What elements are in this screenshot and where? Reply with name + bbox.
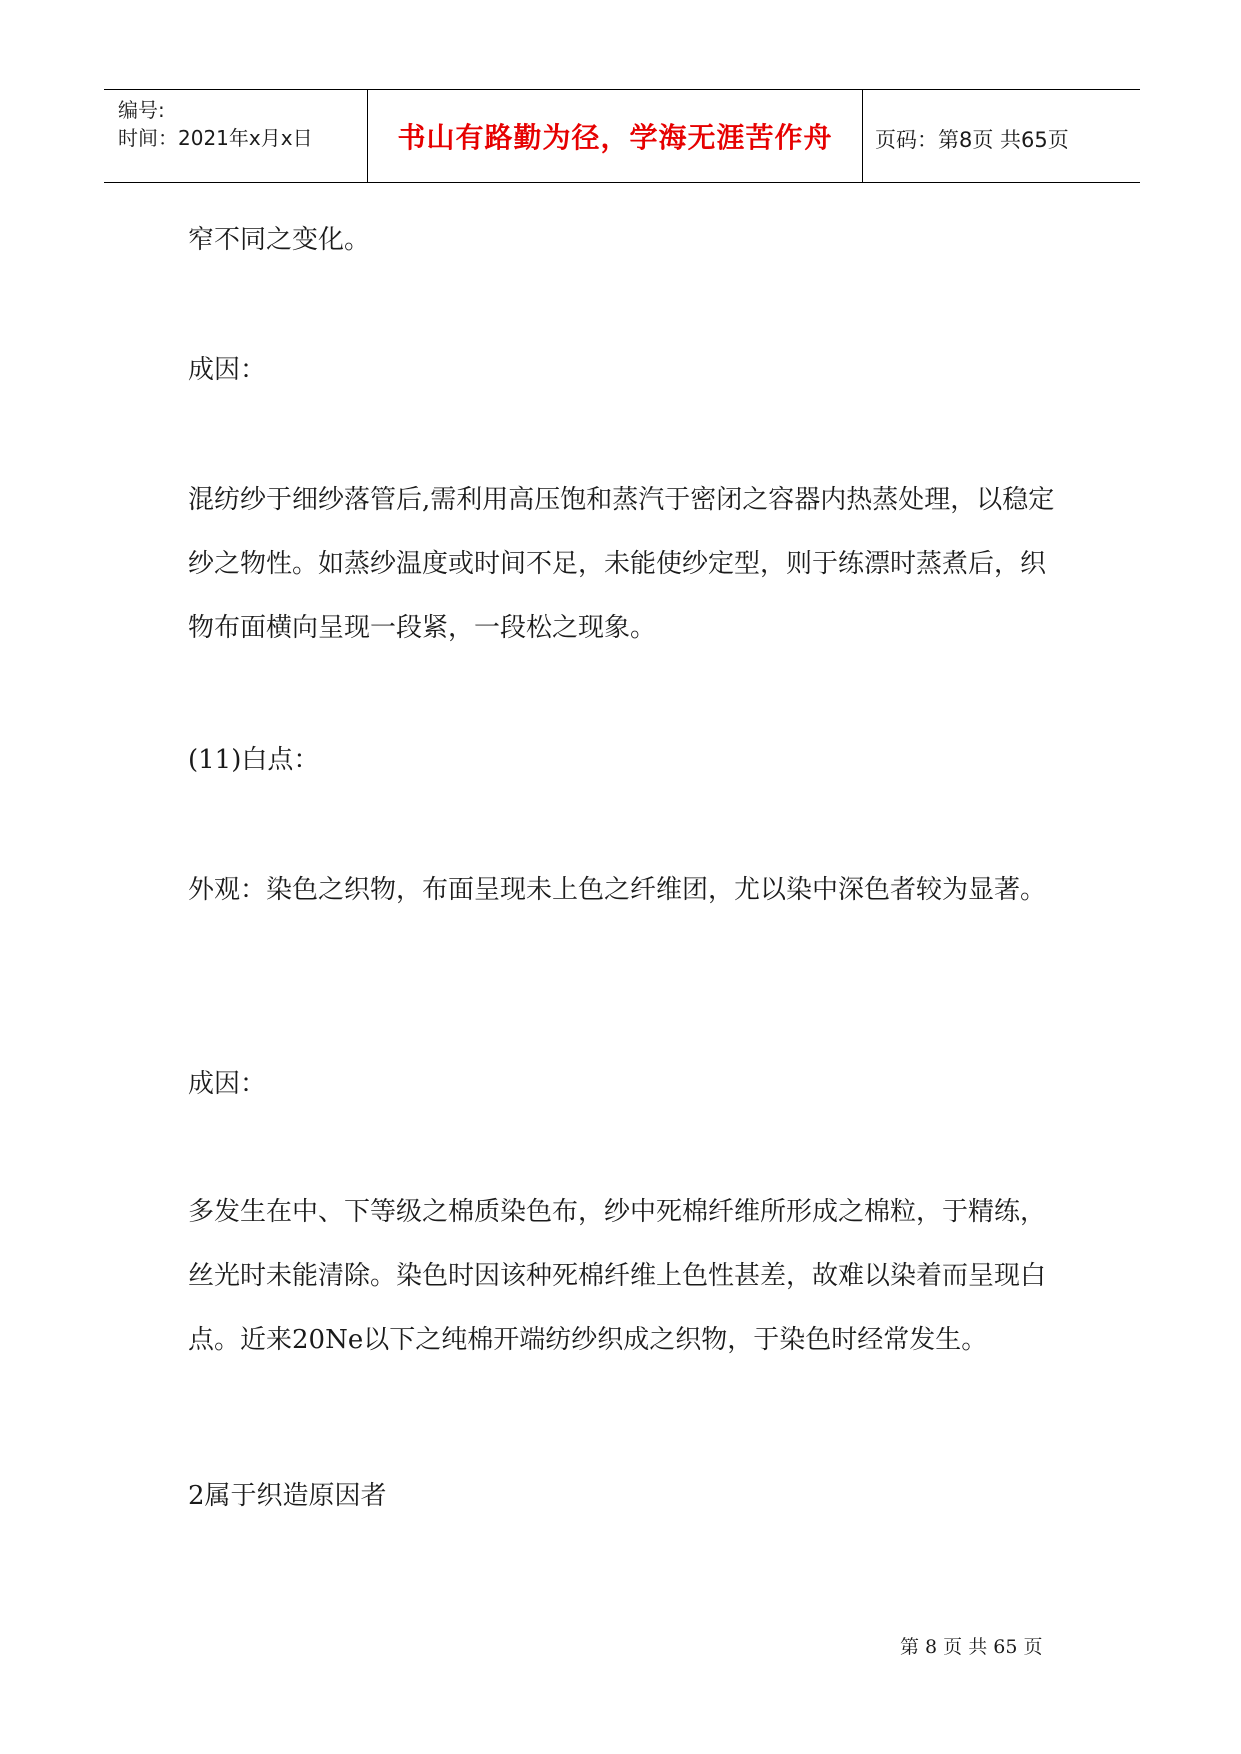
header-motto: 书山有路勤为径，学海无涯苦作舟 [397,121,833,154]
document-number-label: 编号: [118,98,165,122]
header-page-cell [863,90,1140,182]
header-motto-cell [368,90,863,182]
header-meta-cell [104,90,368,182]
paragraph-4-heading-white-spots: (11)白点： [188,745,320,775]
paragraph-7: 多发生在中、下等级之棉质染色布，纱中死棉纤维所形成之棉粒，于精练，丝光时未能清除。染色时因该种死棉纤维上色性甚差，故难以染着而呈现白点。近来20Ne以下之纯棉开端纺纱织成之织物，于染色时经常发生。 [188,1197,1047,1355]
paragraph-3: 混纺纱于细纱落管后,需利用高压饱和蒸汽于密闭之容器内热蒸处理，以稳定纱之物性。如蒸纱温度或时间不足，未能使纱定型，则于练漂时蒸煮后，织物布面横向呈现一段紧，一段松之现象。 [188,485,1055,643]
page-header [104,89,1140,183]
page-footer: 第 8 页 共 65 页 [900,1636,1043,1658]
paragraph-5: 外观：染色之织物，布面呈现未上色之纤维团，尤以染中深色者较为显著。 [188,875,1047,905]
paragraph-2-heading-cause: 成因： [188,355,267,385]
paragraph-8-section-heading: 2属于织造原因者 [188,1481,387,1511]
document-time-label: 时间：2021年x月x日 [118,126,313,150]
paragraph-1: 窄不同之变化。 [188,225,371,255]
paragraph-6-heading-cause: 成因： [188,1069,267,1099]
header-page-info: 页码：第8页 共65页 [875,128,1069,152]
